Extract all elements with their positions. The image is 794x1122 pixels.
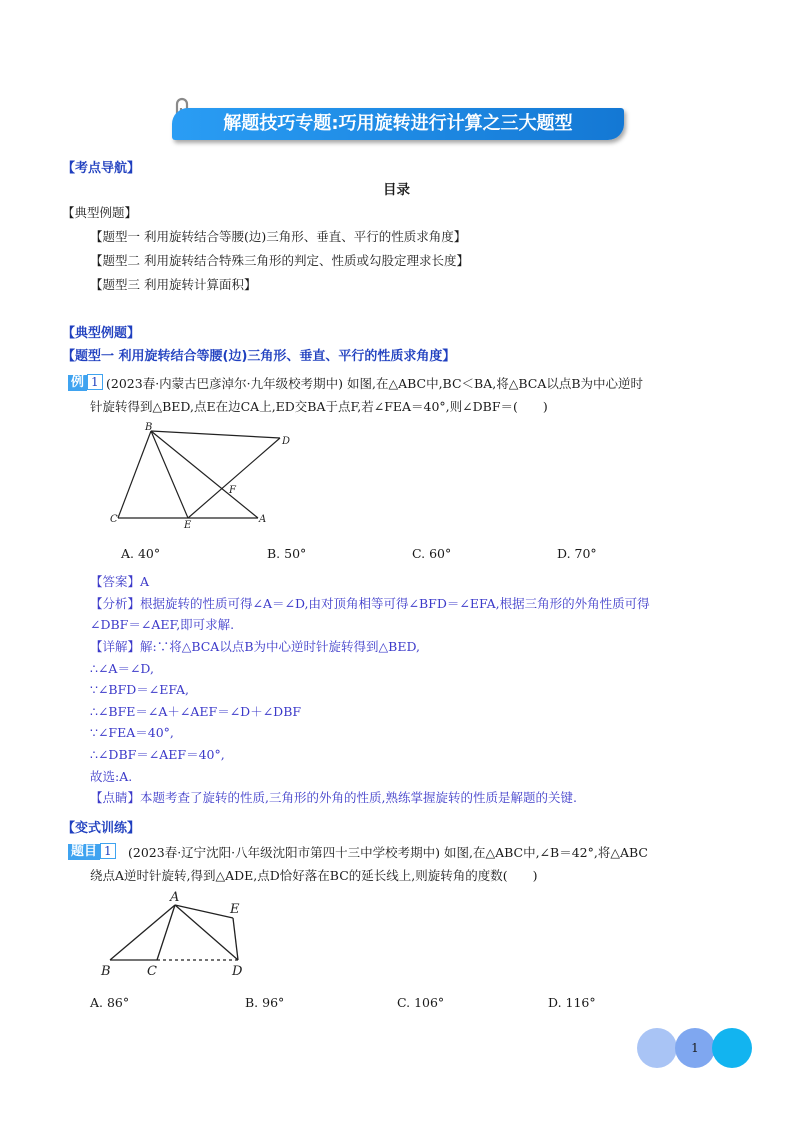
practice1-figure — [95, 885, 265, 980]
toc-item[interactable]: 【题型一 利用旋转结合等腰(边)三角形、垂直、平行的性质求角度】 — [90, 229, 467, 244]
practice1-text-line1: (2023春·辽宁沈阳·八年级沈阳市第四十三中学校考期中) 如图,在△ABC中,∠B＝42°,将△ABC — [128, 845, 648, 860]
nav-heading: 【考点导航】 — [62, 161, 141, 176]
detail-line: ∵∠BFD＝∠EFA, — [90, 682, 189, 697]
segment-BA — [151, 431, 258, 518]
practice-badge-num: 1 — [100, 843, 116, 859]
segment-AD — [175, 905, 238, 960]
example1-text-line1: (2023春·内蒙古巴彦淖尔·九年级校考期中) 如图,在△ABC中,BC＜BA,将△BCA以点B为中心逆时 — [106, 376, 644, 391]
segment-BD — [151, 431, 280, 438]
label-B: B — [145, 422, 153, 433]
example1-text-line2: 针旋转得到△BED,点E在边CA上,ED交BA于点F,若∠FEA＝40°,则∠DBF＝( ) — [90, 399, 548, 414]
example1-figure — [108, 418, 298, 533]
practice-option-a[interactable]: A. 86° — [90, 995, 130, 1010]
toc-item[interactable]: 【题型二 利用旋转结合特殊三角形的判定、性质或勾股定理求长度】 — [90, 253, 469, 268]
remark-line: 【点睛】本题考查了旋转的性质,三角形的外角的性质,熟练掌握旋转的性质是解题的关键. — [90, 790, 577, 805]
label-D: D — [282, 436, 291, 447]
example-badge-label: 例 — [68, 375, 87, 391]
segment-DE — [188, 438, 280, 518]
detail-line: ∴∠DBF＝∠AEF＝40°, — [90, 747, 225, 762]
option-c[interactable]: C. 60° — [412, 546, 452, 561]
page-title: 解题技巧专题:巧用旋转进行计算之三大题型 — [172, 108, 624, 140]
example-badge — [68, 374, 103, 391]
label-E: E — [184, 520, 192, 531]
option-a[interactable]: A. 40° — [121, 546, 161, 561]
practice1-text-line2: 绕点A逆时针旋转,得到△ADE,点D恰好落在BC的延长线上,则旋转角的度数( ) — [90, 868, 538, 883]
practice-option-b[interactable]: B. 96° — [245, 995, 285, 1010]
analysis-line2: ∠DBF＝∠AEF,即可求解. — [90, 617, 235, 632]
label-D: D — [232, 964, 243, 979]
analysis-line1: 【分析】根据旋转的性质可得∠A＝∠D,由对顶角相等可得∠BFD＝∠EFA,根据三角形的外角性质可得 — [90, 596, 650, 611]
example-badge-num: 1 — [87, 374, 103, 390]
answer-line: 【答案】A — [90, 574, 150, 589]
label-E: E — [230, 902, 240, 917]
segment-BE — [151, 431, 188, 518]
label-C: C — [147, 964, 157, 979]
page-bubble-left — [637, 1028, 677, 1068]
detail-line: ∴∠A＝∠D, — [90, 661, 154, 676]
label-F: F — [229, 485, 236, 496]
type1-heading: 【题型一 利用旋转结合等腰(边)三角形、垂直、平行的性质求角度】 — [62, 349, 456, 364]
practice-heading: 【变式训练】 — [62, 821, 141, 836]
segment-BC — [118, 431, 151, 518]
detail-line: ∵∠FEA＝40°, — [90, 725, 174, 740]
label-A: A — [170, 890, 180, 905]
segment-AE — [175, 905, 233, 918]
label-A: A — [259, 514, 267, 525]
option-b[interactable]: B. 50° — [267, 546, 307, 561]
practice-badge-label: 题目 — [68, 844, 100, 860]
page-number: 1 — [675, 1028, 715, 1068]
toc-title: 目录 — [383, 182, 410, 198]
label-C: C — [110, 514, 118, 525]
segment-AB — [110, 905, 175, 960]
toc-item[interactable]: 【题型三 利用旋转计算面积】 — [90, 277, 257, 292]
detail-line: 故选:A. — [90, 769, 133, 784]
examples-heading: 【典型例题】 — [62, 326, 141, 341]
segment-DE — [233, 918, 238, 960]
page-bubble-right — [712, 1028, 752, 1068]
option-d[interactable]: D. 70° — [557, 546, 597, 561]
detail-line: ∴∠BFE＝∠A＋∠AEF＝∠D＋∠DBF — [90, 704, 302, 719]
detail-line: 【详解】解:∵将△BCA以点B为中心逆时针旋转得到△BED, — [90, 639, 420, 654]
label-B: B — [101, 964, 111, 979]
practice-badge — [68, 843, 116, 860]
toc-section: 【典型例题】 — [62, 205, 138, 220]
practice-option-c[interactable]: C. 106° — [397, 995, 445, 1010]
practice-option-d[interactable]: D. 116° — [548, 995, 596, 1010]
